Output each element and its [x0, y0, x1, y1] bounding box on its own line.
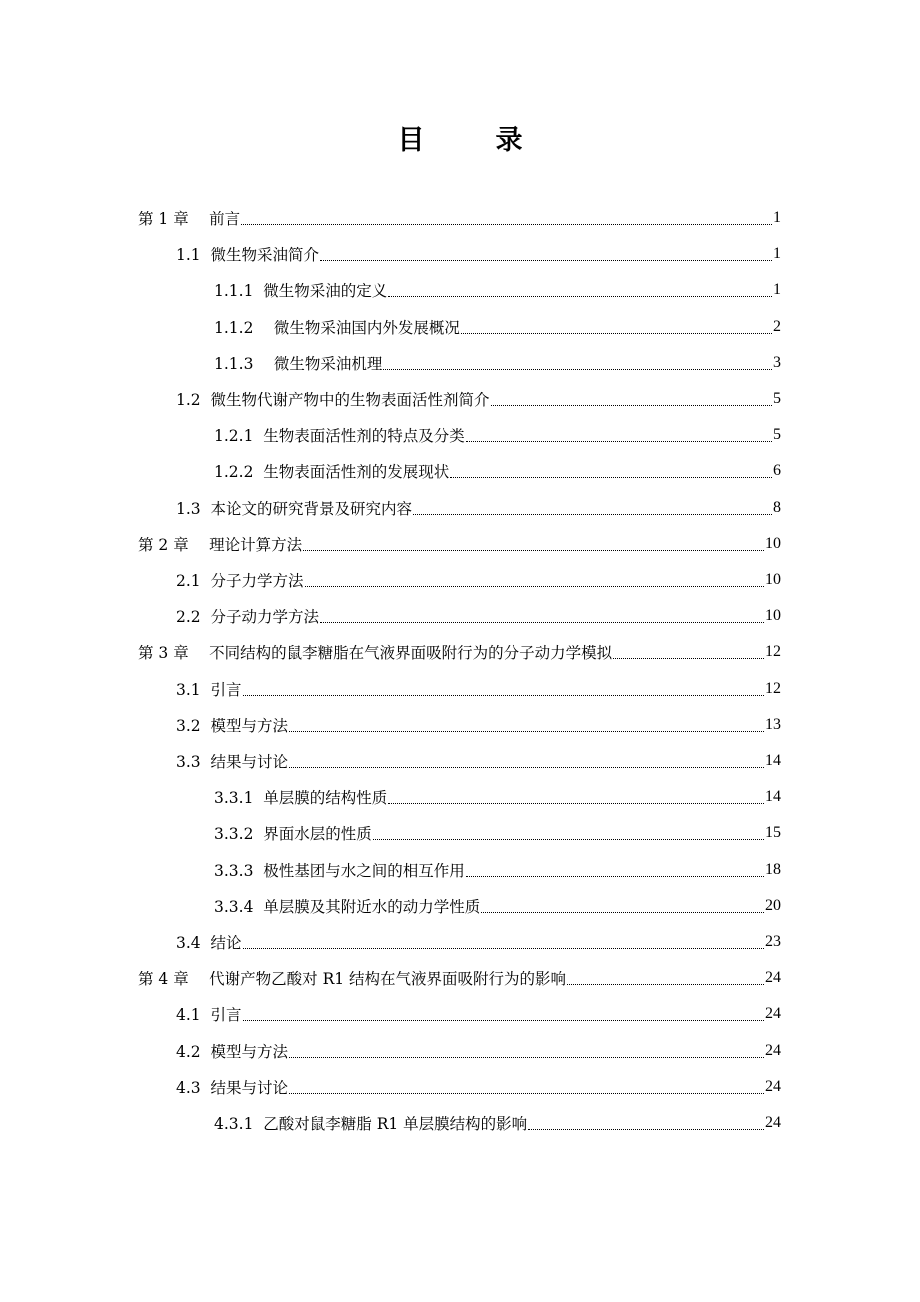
toc-leader-dots	[289, 1092, 764, 1094]
toc-leader-dots	[567, 983, 764, 985]
toc-entry-page-number: 6	[773, 462, 781, 480]
toc-leader-dots	[243, 694, 764, 696]
toc-leader-dots	[373, 838, 764, 840]
toc-entry[interactable]	[176, 707, 781, 743]
toc-entry-label: 3.4 结论	[176, 934, 242, 952]
toc-entry-page-number: 5	[773, 390, 781, 407]
toc-leader-dots	[243, 947, 764, 949]
toc-leader-dots	[528, 1128, 764, 1130]
toc-entry-label: 第 4 章 代谢产物乙酸对 R1 结构在气液界面吸附行为的影响	[138, 970, 567, 989]
toc-entry-label: 3.3.3 极性基团与水之间的相互作用	[214, 861, 465, 880]
toc-entry-label: 4.3 结果与讨论	[176, 1078, 289, 1097]
toc-entry-label: 1.1.3 微生物采油机理	[214, 354, 383, 373]
toc-leader-dots	[388, 802, 764, 804]
toc-leader-dots	[289, 1056, 764, 1058]
toc-entry[interactable]	[214, 272, 781, 308]
toc-entry-page-number: 23	[765, 933, 781, 950]
toc-leader-dots	[413, 513, 772, 515]
toc-entry[interactable]	[138, 200, 781, 236]
toc-entry-label: 3.2 模型与方法	[176, 716, 289, 735]
toc-leader-dots	[243, 1019, 764, 1021]
toc-leader-dots	[305, 585, 764, 587]
toc-entry-page-number: 12	[765, 679, 781, 697]
toc-entry-page-number: 13	[765, 715, 781, 733]
toc-entry-page-number: 24	[765, 1005, 781, 1023]
toc-entry[interactable]	[176, 671, 781, 707]
toc-entry-label: 3.3 结果与讨论	[176, 753, 289, 771]
toc-entry-page-number: 24	[765, 969, 781, 987]
page-title: 目 录	[397, 125, 545, 156]
toc-entry[interactable]	[214, 779, 781, 815]
toc-leader-dots	[466, 875, 764, 877]
toc-leader-dots	[388, 295, 772, 297]
toc-entry-page-number: 20	[765, 896, 781, 914]
toc-entry-page-number: 24	[765, 1041, 781, 1059]
toc-entry-page-number: 14	[765, 752, 781, 769]
toc-leader-dots	[303, 549, 764, 551]
toc-entry-label: 1.1.2 微生物采油国内外发展概况	[214, 318, 460, 337]
toc-leader-dots	[289, 730, 764, 732]
toc-entry[interactable]	[176, 1069, 781, 1105]
toc-entry[interactable]	[176, 924, 781, 960]
toc-entry-page-number: 12	[765, 643, 781, 661]
toc-entry-label: 3.3.1 单层膜的结构性质	[214, 789, 388, 808]
toc-entry-label: 3.3.2 界面水层的性质	[214, 825, 372, 844]
toc-entry-label: 第 2 章 理论计算方法	[138, 535, 303, 554]
toc-entry-label: 2.2 分子动力学方法	[176, 608, 320, 627]
toc-entry-label: 2.1 分子力学方法	[176, 572, 304, 590]
toc-leader-dots	[450, 476, 772, 478]
toc-entry[interactable]	[214, 852, 781, 888]
toc-entry[interactable]	[176, 236, 781, 272]
toc-entry[interactable]	[138, 526, 781, 562]
toc-entry[interactable]	[214, 1105, 781, 1141]
toc-entry-label: 1.2 微生物代谢产物中的生物表面活性剂简介	[176, 391, 490, 409]
toc-entry-label: 4.1 引言	[176, 1006, 242, 1025]
toc-entry-label: 第 1 章 前言	[138, 210, 241, 228]
toc-leader-dots	[613, 657, 764, 659]
toc-entry-label: 1.3 本论文的研究背景及研究内容	[176, 499, 413, 518]
toc-entry-page-number: 2	[773, 317, 781, 335]
toc-entry-page-number: 1	[773, 209, 781, 226]
toc-entry-label: 1.1 微生物采油简介	[176, 246, 320, 265]
toc-entry[interactable]	[214, 815, 781, 851]
toc-entry-label: 4.2 模型与方法	[176, 1042, 289, 1061]
toc-leader-dots	[466, 440, 772, 442]
toc-entry-page-number: 3	[773, 353, 781, 371]
toc-entry-label: 第 3 章 不同结构的鼠李糖脂在气液界面吸附行为的分子动力学模拟	[138, 644, 613, 663]
toc-entry[interactable]	[214, 417, 781, 453]
toc-leader-dots	[320, 621, 764, 623]
toc-entry-label: 1.1.1 微生物采油的定义	[214, 282, 388, 301]
toc-entry-page-number: 14	[765, 788, 781, 806]
toc-entry[interactable]	[176, 1033, 781, 1069]
toc-entry-page-number: 10	[765, 571, 781, 588]
toc-entry[interactable]	[214, 453, 781, 489]
toc-entry[interactable]	[176, 743, 781, 779]
toc-entry-label: 1.2.1 生物表面活性剂的特点及分类	[214, 427, 465, 446]
toc-entry-page-number: 8	[773, 498, 781, 516]
toc-entry[interactable]	[176, 562, 781, 598]
toc-leader-dots	[481, 911, 764, 913]
toc-leader-dots	[241, 223, 772, 225]
toc-entry[interactable]	[176, 490, 781, 526]
toc-entry[interactable]	[176, 381, 781, 417]
toc-entry[interactable]	[214, 345, 781, 381]
toc-leader-dots	[320, 259, 772, 261]
toc-entry-label: 4.3.1 乙酸对鼠李糖脂 R1 单层膜结构的影响	[214, 1115, 528, 1133]
toc-entry-label: 3.3.4 单层膜及其附近水的动力学性质	[214, 897, 481, 916]
toc-leader-dots	[383, 368, 772, 370]
toc-entry-page-number: 10	[765, 607, 781, 625]
toc-entry-page-number: 24	[765, 1077, 781, 1095]
toc-entry-page-number: 24	[765, 1114, 781, 1131]
toc-entry[interactable]	[214, 888, 781, 924]
toc-entry-page-number: 1	[773, 245, 781, 263]
toc-entry-page-number: 15	[765, 824, 781, 842]
toc-entry[interactable]	[176, 598, 781, 634]
toc-entry[interactable]	[138, 634, 781, 670]
toc-entry-page-number: 10	[765, 534, 781, 552]
toc-entry-page-number: 18	[765, 860, 781, 878]
toc-leader-dots	[491, 404, 772, 406]
toc-entry-label: 1.2.2 生物表面活性剂的发展现状	[214, 463, 450, 482]
toc-entry[interactable]	[214, 309, 781, 345]
toc-leader-dots	[461, 332, 772, 334]
toc-entry-page-number: 1	[773, 281, 781, 299]
toc-entry-label: 3.1 引言	[176, 680, 242, 699]
toc-entry[interactable]	[176, 996, 781, 1032]
toc-entry-page-number: 5	[773, 426, 781, 444]
toc-entry[interactable]	[138, 960, 781, 996]
toc-leader-dots	[289, 766, 764, 768]
